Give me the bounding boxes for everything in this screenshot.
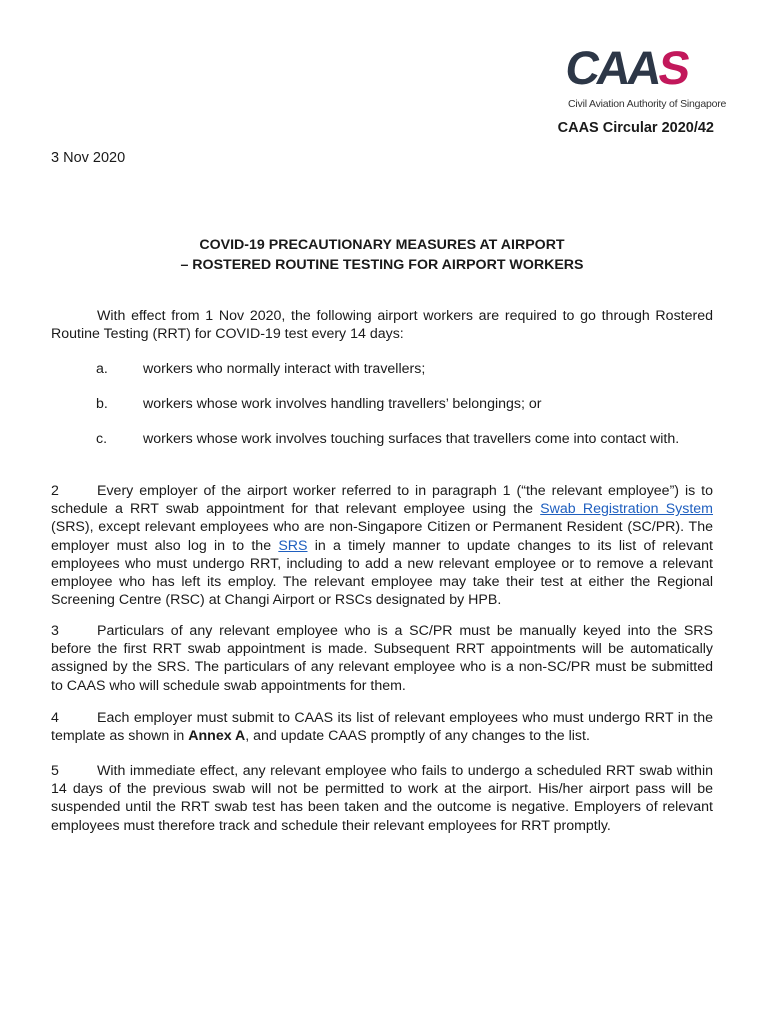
paragraph-3 [51, 622, 713, 695]
list-item-text: workers who normally interact with travellers; [143, 361, 426, 377]
circular-number: CAAS Circular 2020/42 [557, 120, 714, 136]
annex-a-reference: Annex A [188, 728, 246, 745]
paragraph-2-text-3: in a timely manner to update changes to its list of relevant employees who must undergo RRT, including to add a new relevant employee or to remove a relevant employee who has left its employ. The relevant employee may take their test at either the Regional Screening Centre (RSC) at Changi Airport or RSCs designated by HPB. [51, 537, 713, 609]
paragraph-number: 4 [51, 710, 59, 726]
srs-link[interactable]: SRS [278, 537, 308, 554]
paragraph-3-text: Particulars of any relevant employee who is a SC/PR must be manually keyed into the SRS before the first RRT swab appointment is made. Subsequent RRT appointments will be automatically assigned by the SRS. The particulars of any relevant employee who is a non-SC/PR must be submitted to CAAS who will schedule swab appointments for them. [51, 623, 713, 694]
caas-logo [562, 41, 727, 114]
logo-word-main: CAA [562, 41, 663, 94]
circular-date: 3 Nov 2020 [51, 150, 126, 166]
paragraph-4-text-2: , and update CAAS promptly of any changes to the list. [245, 728, 590, 745]
document-title [51, 235, 713, 275]
paragraph-5 [51, 762, 713, 835]
list-marker: c. [96, 431, 108, 447]
title-line-1: COVID-19 PRECAUTIONARY MEASURES AT AIRPORT [199, 237, 565, 253]
paragraph-1-text: With effect from 1 Nov 2020, the following airport workers are required to go through Rostered Routine Testing (RRT) for COVID-19 test every 14 days: [51, 308, 713, 343]
caas-logo-wordmark [562, 41, 691, 94]
paragraph-2-text-1: Every employer of the airport worker referred to in paragraph 1 (“the relevant employee”) is to schedule a RRT swab appointment for that relevant employee using the [51, 483, 713, 518]
list-marker: b. [96, 396, 108, 412]
paragraph-2-text-2: (SRS), except relevant employees who are non-Singapore Citizen or Permanent Resident (SC/PR). The employer must also log in to the [51, 519, 713, 554]
paragraph-1 [51, 307, 713, 343]
paragraph-number: 5 [51, 763, 59, 779]
title-line-2: – ROSTERED ROUTINE TESTING FOR AIRPORT WORKERS [180, 257, 584, 273]
paragraph-number: 3 [51, 623, 59, 639]
list-item-text: workers whose work involves handling travellers’ belongings; or [143, 396, 542, 412]
paragraph-2 [51, 482, 713, 609]
paragraph-4 [51, 709, 713, 745]
logo-word-accent: S [655, 41, 691, 94]
list-marker: a. [96, 361, 108, 377]
swab-registration-system-link[interactable]: Swab Registration System [540, 501, 713, 518]
paragraph-5-text: With immediate effect, any relevant employee who fails to undergo a scheduled RRT swab within 14 days of the previous swab will not be permitted to work at the airport. His/her airport pass will be suspended until the RRT swab test has been taken and the outcome is negative. Employers of relevant employees must therefore track and schedule their relevant employees for RRT promptly. [51, 763, 713, 834]
paragraph-4-text-1: Each employer must submit to CAAS its list of relevant employees who must undergo RRT in the template as shown in [51, 710, 713, 745]
logo-org-name: Civil Aviation Authority of Singapore [568, 98, 727, 110]
list-item-text: workers whose work involves touching surfaces that travellers come into contact with. [143, 431, 680, 447]
paragraph-number: 2 [51, 483, 59, 499]
